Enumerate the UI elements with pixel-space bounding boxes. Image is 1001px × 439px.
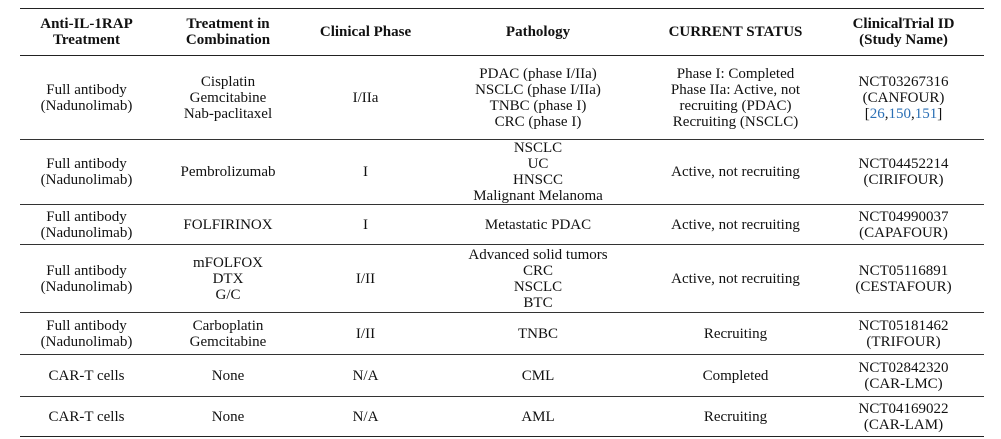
cell-treatment-line: (Nadunolimab) — [40, 97, 133, 114]
cell-treatment — [20, 56, 153, 140]
cell-trial-id-line: (CAR-LAM) — [863, 416, 944, 433]
cell-pathology-line: TNBC (phase I) — [489, 97, 587, 114]
cell-pathology-line: BTC — [523, 294, 553, 311]
cell-pathology — [428, 313, 648, 355]
cell-treatment-line: Full antibody — [46, 262, 127, 279]
table-body — [20, 56, 984, 437]
cell-trial-id-line: NCT02842320 — [858, 359, 949, 376]
cell-combination-line: Gemcitabine — [189, 89, 267, 106]
cell-trial-id — [823, 245, 984, 313]
cell-phase — [303, 397, 428, 437]
cell-treatment-line: Full antibody — [46, 317, 127, 334]
cell-trial-id-line: NCT04169022 — [858, 400, 949, 417]
header-text-line: (Study Name) — [859, 32, 948, 48]
cell-treatment-line: Full antibody — [46, 81, 127, 98]
cell-trial-id-line: (CAPAFOUR) — [859, 224, 948, 241]
header-text-line: Combination — [185, 32, 271, 48]
cell-treatment — [20, 140, 153, 205]
header-text-line: ClinicalTrial ID — [852, 16, 955, 32]
cell-combination — [153, 56, 303, 140]
cell-phase — [303, 355, 428, 397]
cell-phase — [303, 205, 428, 245]
cell-status — [648, 140, 823, 205]
cell-status-line: Active, not recruiting — [671, 216, 800, 233]
table-row — [20, 205, 984, 245]
cell-treatment-line: (Nadunolimab) — [40, 333, 133, 350]
table-row — [20, 245, 984, 313]
cell-treatment-line: Full antibody — [46, 208, 127, 225]
cell-pathology-line: Malignant Melanoma — [473, 188, 603, 204]
cell-trial-id-line: NCT05116891 — [858, 262, 949, 279]
table-row — [20, 140, 984, 205]
header-trial-id — [823, 9, 984, 56]
cell-status — [648, 397, 823, 437]
cell-pathology-line: PDAC (phase I/IIa) — [479, 65, 597, 82]
cell-combination-line: None — [211, 367, 245, 384]
cell-status-line: Recruiting — [703, 408, 768, 425]
header-row — [20, 9, 984, 56]
cell-trial-id — [823, 397, 984, 437]
cell-phase — [303, 245, 428, 313]
header-treatment — [20, 9, 153, 56]
cell-pathology-line: CRC — [522, 262, 553, 279]
cell-status-line: Active, not recruiting — [671, 164, 800, 180]
header-text-line: Treatment — [53, 32, 120, 48]
cell-pathology-line: TNBC — [517, 325, 558, 342]
cell-pathology-line: NSCLC — [513, 140, 563, 156]
cell-combination-line: Pembrolizumab — [180, 164, 276, 180]
header-pathology — [428, 9, 648, 56]
cell-combination-line: mFOLFOX — [192, 254, 263, 271]
cell-phase-text: I/II — [355, 270, 376, 287]
cell-treatment-line: Full antibody — [46, 156, 127, 172]
cell-status-line: Phase I: Completed — [676, 65, 795, 82]
cell-combination-line: Nab-paclitaxel — [183, 105, 273, 122]
cell-pathology-line: NSCLC (phase I/IIa) — [475, 81, 601, 98]
cell-trial-id — [823, 205, 984, 245]
cell-status — [648, 245, 823, 313]
cell-trial-id-line: NCT03267316 — [858, 73, 949, 90]
cell-trial-id-line: NCT05181462 — [858, 317, 949, 334]
cell-treatment-line: (Nadunolimab) — [40, 278, 133, 295]
cell-pathology — [428, 397, 648, 437]
header-status — [648, 9, 823, 56]
cell-combination-line: DTX — [212, 270, 244, 287]
header-text-line: Clinical Phase — [319, 24, 412, 40]
cell-combination — [153, 140, 303, 205]
table-row — [20, 355, 984, 397]
cell-pathology-line: AML — [521, 408, 555, 425]
cell-trial-id-line: (CESTAFOUR) — [855, 278, 952, 295]
cell-combination-line: G/C — [215, 286, 241, 303]
cell-status-line: Completed — [702, 367, 769, 384]
cell-phase — [303, 56, 428, 140]
cell-phase-text: I/IIa — [352, 89, 379, 106]
cell-trial-id — [823, 56, 984, 140]
cell-status-line: Active, not recruiting — [671, 270, 800, 287]
cell-trial-id — [823, 355, 984, 397]
cell-pathology — [428, 245, 648, 313]
cell-trial-id-line: NCT04452214 — [858, 156, 949, 172]
cell-status-line: Phase IIa: Active, not — [670, 81, 801, 98]
cell-treatment-line: (Nadunolimab) — [40, 172, 133, 188]
cell-phase-text: N/A — [352, 408, 379, 425]
cell-trial-id — [823, 313, 984, 355]
cell-phase-text: I — [363, 216, 368, 233]
table-row — [20, 397, 984, 437]
cell-combination — [153, 397, 303, 437]
header-combination — [153, 9, 303, 56]
cell-treatment — [20, 397, 153, 437]
cell-combination-line: None — [211, 408, 245, 425]
cell-pathology-line: CML — [521, 367, 555, 384]
cell-phase — [303, 313, 428, 355]
cell-combination — [153, 355, 303, 397]
cell-treatment — [20, 245, 153, 313]
cell-trial-id-line: (TRIFOUR) — [866, 333, 941, 350]
cell-phase-text: N/A — [352, 367, 379, 384]
table-row — [20, 313, 984, 355]
cell-pathology — [428, 140, 648, 205]
cell-status-line: Recruiting — [703, 325, 768, 342]
cell-trial-id-line: (CANFOUR) — [862, 89, 945, 106]
cell-phase — [303, 140, 428, 205]
cell-phase-text: I — [363, 164, 368, 180]
cell-trial-id-line: NCT04990037 — [858, 208, 949, 225]
cell-status — [648, 205, 823, 245]
cell-combination-line: Cisplatin — [200, 73, 256, 90]
citation-link[interactable]: 26 — [869, 105, 885, 122]
cell-treatment-line: CAR-T cells — [48, 367, 125, 384]
citation-link[interactable]: 150 — [888, 105, 911, 122]
table-row — [20, 56, 984, 140]
cell-phase-text: I/II — [355, 325, 376, 342]
cell-trial-id-line: (CIRIFOUR) — [863, 172, 944, 188]
header-text-line: Treatment in — [186, 16, 270, 32]
cell-pathology-line: CRC (phase I) — [494, 113, 582, 130]
cell-pathology-line: Metastatic PDAC — [484, 216, 592, 233]
cell-combination-line: Gemcitabine — [189, 333, 267, 350]
cell-combination-line: Carboplatin — [192, 317, 264, 334]
header-text-line: Pathology — [505, 24, 571, 40]
cell-status-line: recruiting (PDAC) — [679, 97, 792, 114]
cell-treatment-line: CAR-T cells — [48, 408, 125, 425]
cell-treatment — [20, 355, 153, 397]
cell-status — [648, 313, 823, 355]
cell-pathology — [428, 205, 648, 245]
citation-refs: [26,150,151] — [864, 105, 943, 122]
cell-treatment-line: (Nadunolimab) — [40, 224, 133, 241]
citation-link[interactable]: 151 — [914, 105, 938, 122]
header-text-line: CURRENT STATUS — [668, 24, 803, 40]
cell-pathology-line: HNSCC — [512, 172, 564, 188]
cell-treatment — [20, 313, 153, 355]
cell-status — [648, 355, 823, 397]
cell-status-line: Recruiting (NSCLC) — [672, 113, 799, 130]
header-phase — [303, 9, 428, 56]
cell-trial-id-line: (CAR-LMC) — [864, 375, 943, 392]
cell-pathology — [428, 56, 648, 140]
cell-pathology-line: UC — [527, 156, 549, 172]
cell-pathology — [428, 355, 648, 397]
clinical-trials-table — [20, 8, 984, 437]
cell-combination-line: FOLFIRINOX — [183, 216, 273, 233]
header-text-line: Anti-IL-1RAP — [40, 16, 133, 32]
cell-combination — [153, 245, 303, 313]
cell-status — [648, 56, 823, 140]
cell-pathology-line: NSCLC — [513, 278, 563, 295]
cell-treatment — [20, 205, 153, 245]
cell-pathology-line: Advanced solid tumors — [468, 246, 608, 263]
cell-trial-id — [823, 140, 984, 205]
cell-combination — [153, 205, 303, 245]
cell-combination — [153, 313, 303, 355]
